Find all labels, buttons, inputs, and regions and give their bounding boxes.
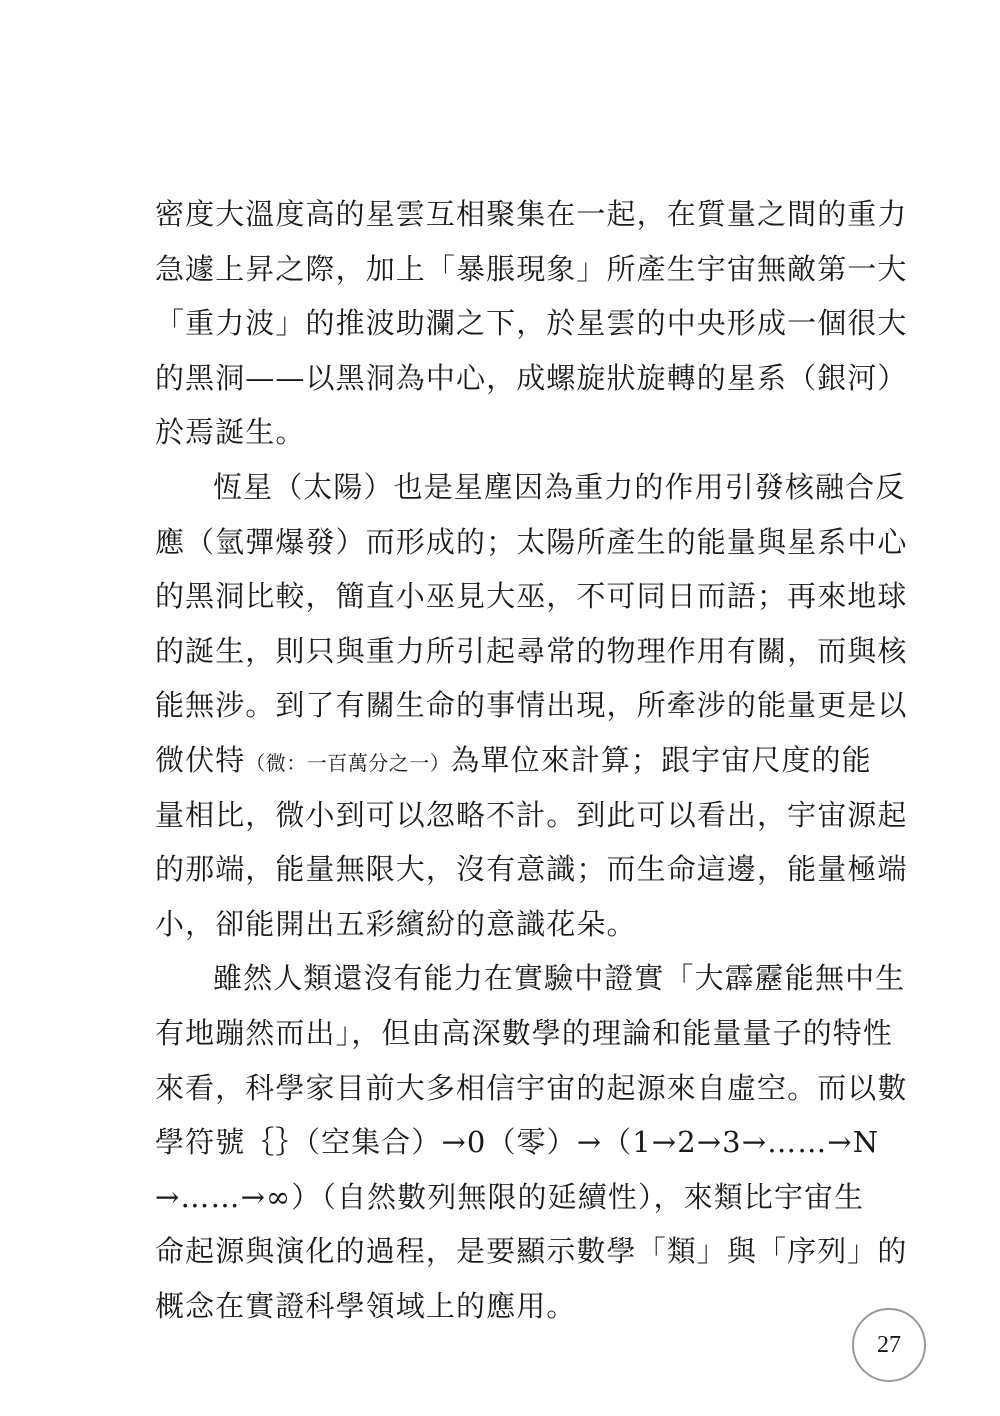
text-line: 學符號｛｝（空集合）→0（零）→（1→2→3→……→N [155,1125,880,1160]
text-segment: 為單位來計算；跟宇宙尺度的能 [450,742,872,777]
text-line-with-note [155,733,895,788]
text-line: 量相比，微小到可以忽略不計。到此可以看出，宇宙源起 [155,797,908,832]
text-segment: 微伏特 [155,742,246,777]
text-line: 的那端，能量無限大，沒有意識；而生命這邊，能量極端 [155,852,908,887]
text-line: 來看，科學家目前大多相信宇宙的起源來自虛空。而以數 [155,1070,908,1105]
text-line: 恆星（太陽）也是星塵因為重力的作用引發核融合反 [213,469,906,504]
inline-note: （微：一百萬分之一） [245,750,451,775]
body-text [155,187,908,1333]
text-line: 小，卻能開出五彩繽紛的意識花朵。 [155,906,637,941]
text-line: 於焉誕生。 [155,415,306,450]
text-line: 急遽上昇之際，加上「暴脹現象」所產生宇宙無敵第一大 [155,251,908,286]
text-line: 應（氫彈爆發）而形成的；太陽所產生的能量與星系中心 [155,524,908,559]
text-line: 雖然人類還沒有能力在實驗中證實「大霹靂能無中生 [213,961,906,996]
text-line: →……→∞）（自然數列無限的延續性），來類比宇宙生 [155,1179,865,1214]
text-line: 「重力波」的推波助瀾之下，於星雲的中央形成一個很大 [155,306,908,341]
text-line: 的黑洞——以黑洞為中心，成螺旋狀旋轉的星系（銀河） [155,360,908,395]
text-line: 的誕生，則只與重力所引起尋常的物理作用有關，而與核 [155,633,908,668]
text-line: 命起源與演化的過程，是要顯示數學「類」與「序列」的 [155,1234,908,1269]
page-number: 27 [852,1308,926,1382]
text-line: 能無涉。到了有關生命的事情出現，所牽涉的能量更是以 [155,688,908,723]
text-line: 密度大溫度高的星雲互相聚集在一起，在質量之間的重力 [155,197,908,231]
text-line: 的黑洞比較，簡直小巫見大巫，不可同日而語；再來地球 [155,579,908,614]
text-line: 有地蹦然而出」，但由高深數學的理論和能量量子的特性 [155,1015,894,1050]
text-line: 概念在實證科學領域上的應用。 [155,1288,577,1323]
